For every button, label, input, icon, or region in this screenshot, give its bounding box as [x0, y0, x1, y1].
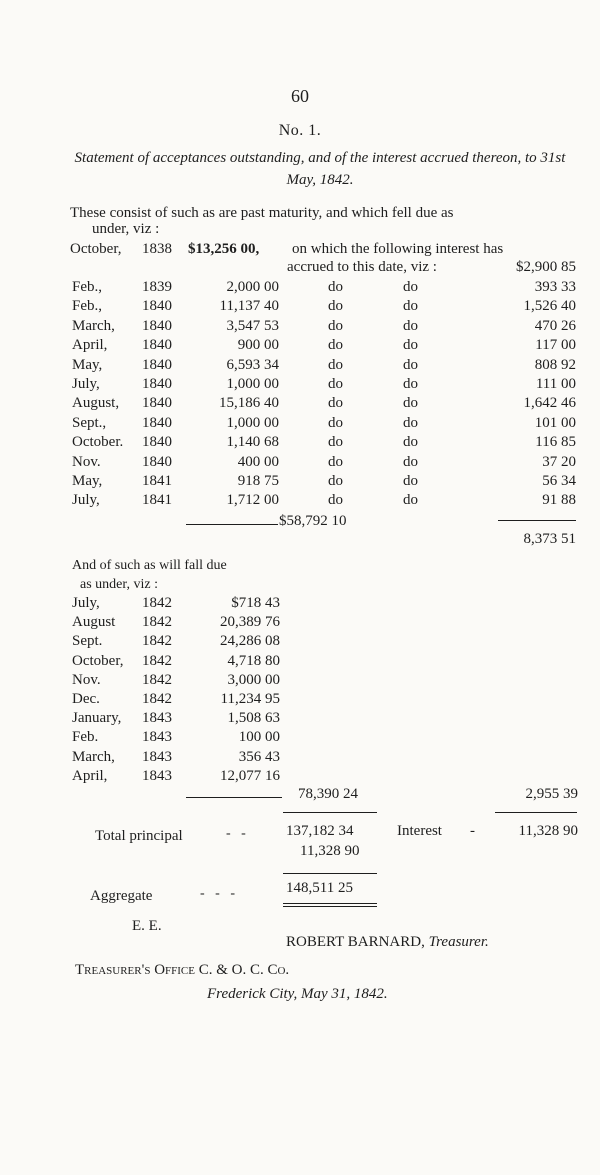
- rule-future-subtotal: [186, 797, 282, 798]
- past-due-year: 1840: [142, 298, 172, 315]
- past-due-ditto: do: [328, 453, 343, 470]
- future-due-year: 1842: [142, 614, 172, 631]
- past-due-amount: 6,593 34: [226, 356, 279, 373]
- rule-principal-top: [283, 812, 377, 813]
- past-due-year: 1841: [142, 492, 172, 509]
- past-due-row: [0, 454, 600, 474]
- past-due-ditto: do: [328, 356, 343, 373]
- past-due-interest: 117 00: [535, 337, 576, 354]
- future-due-month: Nov.: [72, 671, 101, 688]
- past-due-ditto: do: [328, 298, 343, 315]
- past-due-amount: 918 75: [237, 473, 279, 489]
- past-due-total: $58,792 10: [279, 513, 347, 529]
- future-due-row: [0, 672, 600, 692]
- total-principal-dashes: - -: [226, 826, 246, 841]
- future-due-year: 1842: [142, 595, 172, 611]
- signer-title: Treasurer.: [428, 934, 489, 950]
- rule-aggregate-top: [283, 873, 377, 874]
- future-due-amount: 356 43: [238, 748, 280, 765]
- past-due-amount: 1,140 68: [226, 434, 279, 451]
- future-due-month: July,: [72, 595, 100, 611]
- past-due-ditto: do: [328, 337, 343, 354]
- future-due-amount: 11,234 95: [220, 691, 280, 707]
- past-due-ditto: do: [403, 492, 418, 509]
- past-due-month: Feb.,: [72, 298, 102, 315]
- past-due-month: July,: [72, 492, 100, 509]
- past-due-ditto: do: [403, 337, 418, 354]
- past-due-ditto: do: [328, 473, 343, 489]
- future-due-row: [0, 768, 600, 788]
- rule-past-subtotal: [186, 524, 278, 525]
- intro-line-1: These consist of such as are past maturity, and which fell due as: [70, 205, 454, 221]
- future-due-year: 1842: [142, 671, 172, 688]
- future-due-year: 1843: [142, 767, 172, 784]
- future-due-amount: 20,389 76: [220, 614, 280, 631]
- future-due-month: January,: [72, 710, 122, 727]
- past-due-row: [0, 395, 600, 415]
- first-row-text1: on which the following interest has: [292, 241, 504, 257]
- past-due-year: 1839: [142, 279, 172, 295]
- past-due-ditto: do: [403, 356, 418, 373]
- future-due-month: Feb.: [72, 729, 99, 746]
- past-due-year: 1840: [142, 395, 172, 412]
- future-due-amount: 24,286 08: [220, 633, 280, 650]
- total-principal: 137,182 34: [286, 823, 354, 839]
- past-due-interest: 101 00: [534, 414, 576, 431]
- past-due-month: May,: [72, 473, 103, 489]
- future-due-month: Sept.: [72, 633, 103, 650]
- aggregate-total: 148,511 25: [286, 880, 353, 896]
- past-due-year: 1840: [142, 337, 172, 354]
- intro-line-2: under, viz :: [92, 221, 160, 237]
- future-due-row: [0, 653, 600, 673]
- rule-aggregate-double-1: [283, 903, 377, 904]
- past-due-month: October.: [72, 434, 124, 451]
- future-intro-2: as under, viz :: [80, 577, 158, 592]
- past-due-ditto: do: [403, 414, 418, 431]
- past-due-row: [0, 434, 600, 454]
- past-due-year: 1840: [142, 434, 172, 451]
- past-due-year: 1840: [142, 453, 172, 470]
- rule-interest-subtotal: [498, 520, 576, 521]
- past-due-row: [0, 318, 600, 338]
- future-due-row: [0, 614, 600, 634]
- future-due-year: 1843: [142, 729, 172, 746]
- past-due-ditto: do: [403, 376, 418, 392]
- future-due-month: October,: [72, 652, 124, 669]
- past-due-ditto: do: [403, 395, 418, 412]
- past-due-month: May,: [72, 356, 103, 373]
- past-due-year: 1840: [142, 414, 172, 431]
- future-due-amount: 12,077 16: [220, 767, 280, 784]
- past-due-ditto: do: [328, 279, 343, 295]
- past-due-ditto: do: [403, 317, 418, 334]
- past-due-interest: 1,526 40: [523, 298, 576, 315]
- past-due-interest: 56 34: [542, 473, 576, 489]
- past-due-year: 1840: [142, 376, 172, 392]
- future-due-amount: $718 43: [231, 595, 280, 611]
- past-due-ditto: do: [328, 317, 343, 334]
- past-due-amount: 2,000 00: [226, 279, 279, 295]
- future-due-row: [0, 729, 600, 749]
- interest-label: Interest: [397, 823, 442, 839]
- past-due-ditto: do: [403, 473, 418, 489]
- future-due-amount: 100 00: [238, 729, 280, 746]
- first-row-year: 1838: [142, 241, 172, 257]
- place-date: [207, 986, 388, 1003]
- future-interest: 2,955 39: [525, 786, 578, 802]
- past-due-row: [0, 337, 600, 357]
- past-due-year: 1840: [142, 356, 172, 373]
- past-due-ditto: do: [328, 395, 343, 412]
- first-row-cont: [0, 259, 600, 279]
- statement-title: Statement of acceptances outstanding, and of the interest accrued thereon, to 31st May, 1842.: [74, 150, 566, 188]
- future-due-month: August: [72, 614, 116, 631]
- total-principal-label: Total principal: [95, 828, 183, 844]
- past-due-month: August,: [72, 395, 120, 412]
- future-due-year: 1842: [142, 633, 172, 650]
- past-due-ditto: do: [403, 279, 418, 295]
- past-due-ditto: do: [328, 434, 343, 451]
- aggregate-dashes: - - -: [200, 886, 235, 901]
- past-due-ditto: do: [403, 434, 418, 451]
- date: May 31, 1842.: [301, 986, 388, 1002]
- statement-number: No. 1.: [278, 122, 322, 139]
- past-due-ditto: do: [403, 453, 418, 470]
- past-due-interest: 808 92: [534, 356, 576, 373]
- past-due-amount: 1,000 00: [226, 414, 279, 431]
- past-due-row: [0, 492, 600, 512]
- past-due-amount: 3,547 53: [226, 317, 279, 334]
- past-due-interest: 91 88: [542, 492, 576, 509]
- future-due-amount: 1,508 63: [227, 710, 280, 727]
- future-due-month: Dec.: [72, 691, 100, 707]
- past-due-ditto: do: [403, 298, 418, 315]
- rule-aggregate-double-2: [283, 906, 377, 907]
- first-row-text2: accrued to this date, viz :: [287, 259, 437, 275]
- past-due-interest: 37 20: [542, 453, 576, 470]
- future-due-row: [0, 691, 600, 711]
- future-due-row: [0, 595, 600, 615]
- past-due-row: [0, 376, 600, 396]
- interest-added: 11,328 90: [300, 843, 360, 859]
- future-due-row: [0, 710, 600, 730]
- past-due-row: [0, 415, 600, 435]
- past-due-amount: 1,000 00: [226, 376, 279, 392]
- interest-label-dash: -: [470, 823, 475, 839]
- past-due-amount: 1,712 00: [226, 492, 279, 509]
- past-due-amount: 900 00: [237, 337, 279, 354]
- past-due-amount: 11,137 40: [219, 298, 279, 315]
- future-due-month: April,: [72, 767, 108, 784]
- past-due-month: Feb.,: [72, 279, 102, 295]
- future-due-month: March,: [72, 748, 115, 765]
- past-due-month: July,: [72, 376, 100, 392]
- past-due-month: Sept.,: [72, 414, 107, 431]
- future-due-year: 1843: [142, 748, 172, 765]
- future-due-amount: 3,000 00: [227, 671, 280, 688]
- past-due-interest: 470 26: [534, 317, 576, 334]
- first-row-month: October,: [70, 241, 122, 257]
- past-due-interest-total: 8,373 51: [523, 531, 576, 547]
- future-due-amount: 4,718 80: [227, 652, 280, 669]
- treasurer-office: Treasurer's Office C. & O. C. Co.: [75, 962, 290, 978]
- past-due-interest: 393 33: [534, 279, 576, 295]
- aggregate-label: Aggregate: [90, 888, 153, 904]
- past-due-year: 1841: [142, 473, 172, 489]
- first-row-amount: $13,256 00,: [188, 241, 260, 257]
- future-due-year: 1842: [142, 691, 172, 707]
- past-due-month: April,: [72, 337, 108, 354]
- past-due-row: [0, 279, 600, 299]
- place-city: Frederick City,: [207, 986, 298, 1002]
- first-row-interest: $2,900 85: [516, 259, 576, 275]
- past-due-ditto: do: [328, 492, 343, 509]
- future-due-year: 1843: [142, 710, 172, 727]
- past-due-month: Nov.: [72, 453, 101, 470]
- past-due-interest: 116 85: [535, 434, 576, 451]
- past-due-row: [0, 357, 600, 377]
- future-intro-1: And of such as will fall due: [72, 558, 227, 573]
- past-due-row: [0, 298, 600, 318]
- future-total: 78,390 24: [298, 786, 358, 802]
- signature: [286, 934, 489, 951]
- signer-name: ROBERT BARNARD,: [286, 934, 425, 950]
- future-due-year: 1842: [142, 652, 172, 669]
- initials: E. E.: [132, 918, 162, 934]
- past-due-amount: 15,186 40: [219, 395, 279, 412]
- first-row: [0, 241, 600, 261]
- interest-total: 11,328 90: [518, 823, 578, 839]
- future-due-row: [0, 633, 600, 653]
- past-due-interest: 1,642 46: [523, 395, 576, 412]
- page-number: 60: [291, 86, 309, 106]
- past-due-interest: 111 00: [535, 376, 576, 392]
- past-due-year: 1840: [142, 317, 172, 334]
- past-due-amount: 400 00: [237, 453, 279, 470]
- rule-interest-top: [495, 812, 577, 813]
- past-due-month: March,: [72, 317, 115, 334]
- past-due-row: [0, 473, 600, 493]
- past-due-ditto: do: [328, 414, 343, 431]
- past-due-ditto: do: [328, 376, 343, 392]
- future-due-row: [0, 749, 600, 769]
